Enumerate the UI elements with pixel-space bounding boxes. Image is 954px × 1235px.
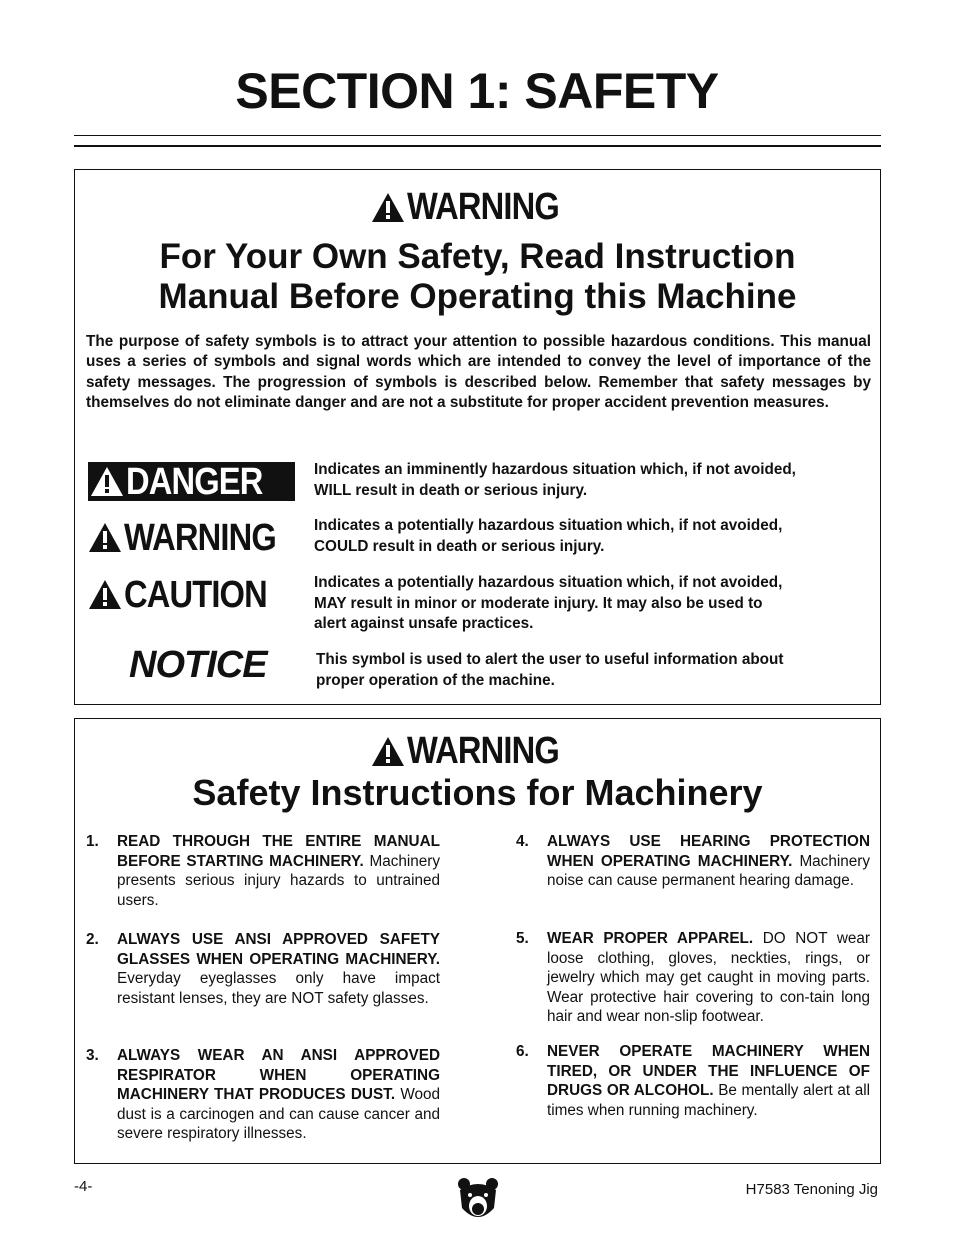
item-lead: ALWAYS WEAR AN ANSI APPROVED RESPIRATOR WHEN OPERATING MACHINERY THAT PRODUCES DUST. <box>117 1047 440 1103</box>
bear-logo-icon <box>456 1176 500 1224</box>
item-number: 2. <box>86 931 99 948</box>
warning-triangle-icon <box>371 736 405 767</box>
instruction-item-1 <box>86 832 440 910</box>
intro-paragraph: The purpose of safety symbols is to attract your attention to possible hazardous conditions. This manual uses a series of symbols and signal words which are intended to convey the level of importance of the safety messages. The progression of symbols is described below. Remember that safety messages by themselves do not eliminate danger and are not a substitute for proper accident prevention measures. <box>86 333 871 411</box>
danger-text-line-1: Indicates an imminently hazardous situation which, if not avoided, <box>314 461 796 478</box>
headline <box>75 237 880 317</box>
caution-description <box>314 573 874 635</box>
warning-text-line-1: Indicates a potentially hazardous situation which, if not avoided, <box>314 517 783 534</box>
warning-label: WARNING <box>124 516 276 559</box>
danger-label: DANGER <box>126 460 263 503</box>
danger-badge <box>88 462 295 501</box>
caution-label: CAUTION <box>124 573 267 616</box>
item-lead: ALWAYS USE ANSI APPROVED SAFETY GLASSES WHEN OPERATING MACHINERY. <box>117 931 440 968</box>
warning-heading <box>75 188 880 226</box>
instruction-item-6 <box>516 1042 870 1120</box>
warning-text-line-2: COULD result in death or serious injury. <box>314 537 605 555</box>
page-number: -4- <box>74 1178 93 1195</box>
instruction-item-2 <box>86 930 440 1008</box>
caution-text-line-2: MAY result in minor or moderate injury. It may also be used to <box>314 594 763 612</box>
warning-triangle-icon <box>88 522 122 553</box>
item-number: 6. <box>516 1043 529 1060</box>
notice-label: NOTICE <box>129 644 267 686</box>
instruction-item-3 <box>86 1046 440 1144</box>
warning-triangle-icon <box>371 192 405 223</box>
headline-line-1: For Your Own Safety, Read Instruction <box>159 237 796 276</box>
warning-signal-word-2: WARNING <box>407 730 560 772</box>
item-text: Everyday eyeglasses only have impact resistant lenses, they are NOT safety glasses. <box>117 970 440 1007</box>
warning-badge <box>88 518 301 557</box>
item-lead: ALWAYS USE HEARING PROTECTION WHEN OPERATING MACHINERY. <box>547 833 870 870</box>
danger-description <box>314 460 874 501</box>
machinery-headline: Safety Instructions for Machinery <box>192 772 763 813</box>
caution-triangle-icon <box>88 579 122 610</box>
item-lead: NEVER OPERATE MACHINERY WHEN TIRED, OR UNDER THE INFLUENCE OF DRUGS OR ALCOHOL. <box>547 1043 870 1099</box>
danger-triangle-icon <box>90 466 124 497</box>
warning-description <box>314 516 874 557</box>
manual-title: H7583 Tenoning Jig <box>745 1181 878 1198</box>
instruction-item-5 <box>516 929 870 1027</box>
safety-symbols-box <box>74 169 881 705</box>
item-text: DO NOT wear loose clothing, gloves, neckties, rings, or jewelry which may get caught in moving parts. Wear protective hair covering to con-tain long hair and wear non-slip footwear. <box>547 930 870 1025</box>
notice-text-line-2: proper operation of the machine. <box>316 671 555 689</box>
caution-text-line-1: Indicates a potentially hazardous situation which, if not avoided, <box>314 574 783 591</box>
warning-heading-2 <box>75 732 880 770</box>
headline-line-2: Manual Before Operating this Machine <box>158 277 797 316</box>
section-title: SECTION 1: SAFETY <box>235 63 719 119</box>
item-lead: READ THROUGH THE ENTIRE MANUAL BEFORE STARTING MACHINERY. <box>117 833 440 870</box>
item-text: Machinery noise can cause permanent hearing damage. <box>547 852 870 889</box>
title-rule-thin <box>74 135 881 136</box>
warning-signal-word: WARNING <box>407 186 560 228</box>
item-text: Be mentally alert at all times when running machinery. <box>547 1082 870 1119</box>
title-rule-thick <box>74 145 881 147</box>
item-text: Machinery presents serious injury hazards to untrained users. <box>117 852 441 909</box>
notice-text-line-1: This symbol is used to alert the user to useful information about <box>316 651 784 668</box>
item-number: 3. <box>86 1047 99 1064</box>
item-lead: WEAR PROPER APPAREL. <box>547 930 754 947</box>
item-number: 4. <box>516 833 529 850</box>
caution-text-line-3: alert against unsafe practices. <box>314 615 534 632</box>
caution-badge <box>88 575 290 614</box>
item-number: 1. <box>86 833 99 850</box>
danger-text-line-2: WILL result in death or serious injury. <box>314 481 588 499</box>
machinery-safety-box <box>74 718 881 1164</box>
item-text: Wood dust is a carcinogen and can cause cancer and severe respiratory illnesses. <box>117 1086 441 1142</box>
notice-description <box>316 650 876 691</box>
item-number: 5. <box>516 930 529 947</box>
instruction-item-4 <box>516 832 870 891</box>
